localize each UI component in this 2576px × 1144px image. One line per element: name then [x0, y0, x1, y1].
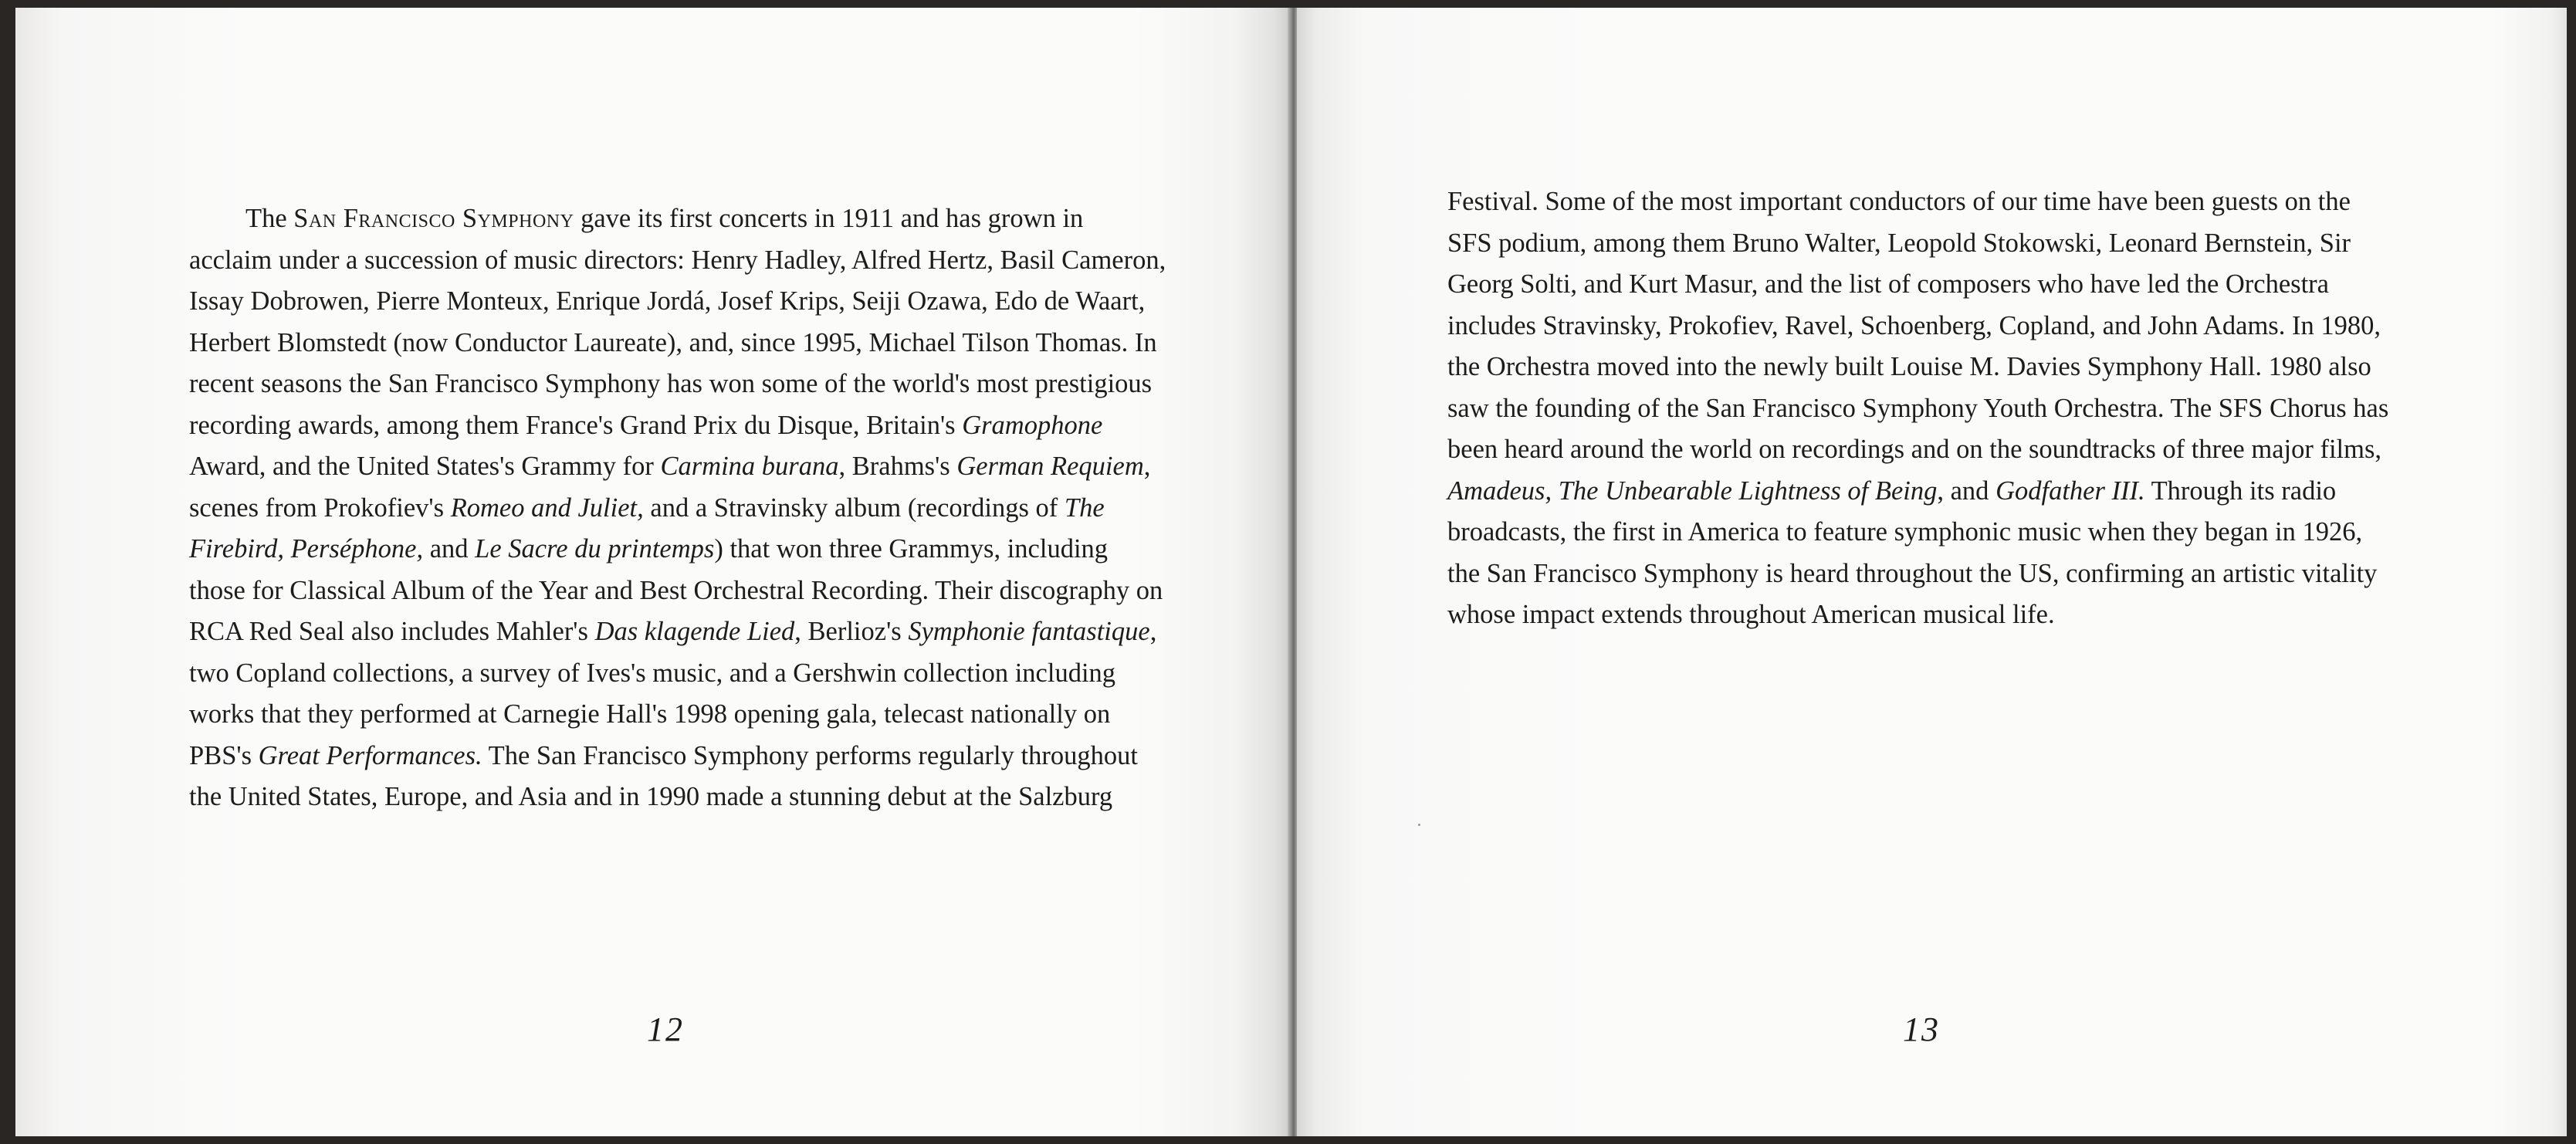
text-run: and a Stravinsky album (recordings of — [643, 492, 1065, 523]
text-run: , Berlioz's — [794, 617, 909, 646]
italic-title: Das klagende Lied — [594, 617, 795, 646]
italic-title: Great Performances. — [258, 740, 482, 770]
italic-title: Le Sacre du printemps — [475, 534, 715, 564]
text-run: , and — [1937, 476, 1996, 506]
text-run: gave its first concerts in 1911 and has grown in acclaim under a succession of music directors: Henry Hadley, Alfred Hertz, Basil Cameron, Issay Dobrowen, Pierre Monteux, Enrique Jordá, Josef Krips, Seiji Ozawa, Edo de Waart, Herbert Blomstedt (now Conductor Laureate), and, since 1995, Michael Tilson Thomas. In recent seasons the San Francisco Symphony has won some of the world's most prestigious recording awards, among them France's Grand Prix du Disque, Britain's — [189, 204, 1166, 440]
italic-title: German Requiem — [956, 452, 1144, 481]
left-page-number: 12 — [647, 1010, 684, 1048]
text-run: Festival. Some of the most important conductors of our time have been guests on the SFS podium, among them Bruno Walter, Leopold Stokowski, Leonard Bernstein, Sir Georg Solti, and Kurt Masur, and the list of composers who have led the Orchestra includes Stravinsky, Prokofiev, Ravel, Schoenberg, Copland, and John Adams. In 1980, the Orchestra moved into the newly built Louise M. Davies Symphony Hall. 1980 also saw the founding of the San Francisco Symphony Youth Orchestra. The SFS Chorus has been heard around the world on recordings and on the soundtracks of three major films, — [1447, 187, 2389, 464]
italic-title: Godfather III. — [1995, 476, 2145, 506]
paper-speck — [1418, 824, 1420, 826]
italic-title: Amadeus, The Unbearable Lightness of Being — [1447, 476, 1938, 506]
text-run: Award, and the United States's Grammy for — [189, 452, 661, 481]
italic-title: The Firebird, Perséphone, — [189, 492, 1105, 564]
right-page-number: 13 — [1903, 1010, 1940, 1048]
text-run: , scenes from Prokofiev's — [189, 452, 1151, 523]
italic-title: Carmina burana — [660, 452, 839, 481]
right-page — [1297, 8, 2567, 1136]
left-page — [15, 8, 1289, 1136]
text-run: and — [423, 534, 476, 564]
italic-title: Romeo and Juliet, — [450, 492, 644, 523]
text-run: ) that won three Grammys, including those for Classical Album of the Year and Best Orchestral Recording. Their discography on RCA Red Seal also includes Mahler's — [189, 534, 1163, 646]
italic-title: Gramophone — [962, 410, 1103, 440]
italic-title: Symphonie fantastique — [908, 617, 1150, 646]
right-page-body-text — [1447, 181, 2389, 636]
text-run: Through its radio broadcasts, the first in America to feature symphonic music when they began in 1926, the San Francisco Symphony is heard throughout the US, confirming an artistic vitality whose impact extends throughout American musical life. — [1447, 476, 2378, 629]
text-run: , Brahms's — [838, 452, 957, 481]
text-run: The — [245, 204, 294, 233]
small-caps-text: San Francisco Symphony — [293, 204, 574, 233]
left-page-body-text — [189, 198, 1168, 818]
text-run: , two Copland collections, a survey of Ives's music, and a Gershwin collection including works that they performed at Carnegie Hall's 1998 opening gala, telecast nationally on PBS's — [189, 617, 1157, 770]
text-run: The San Francisco Symphony performs regularly throughout the United States, Europe, and Asia and in 1990 made a stunning debut at the Salzburg — [189, 740, 1138, 811]
